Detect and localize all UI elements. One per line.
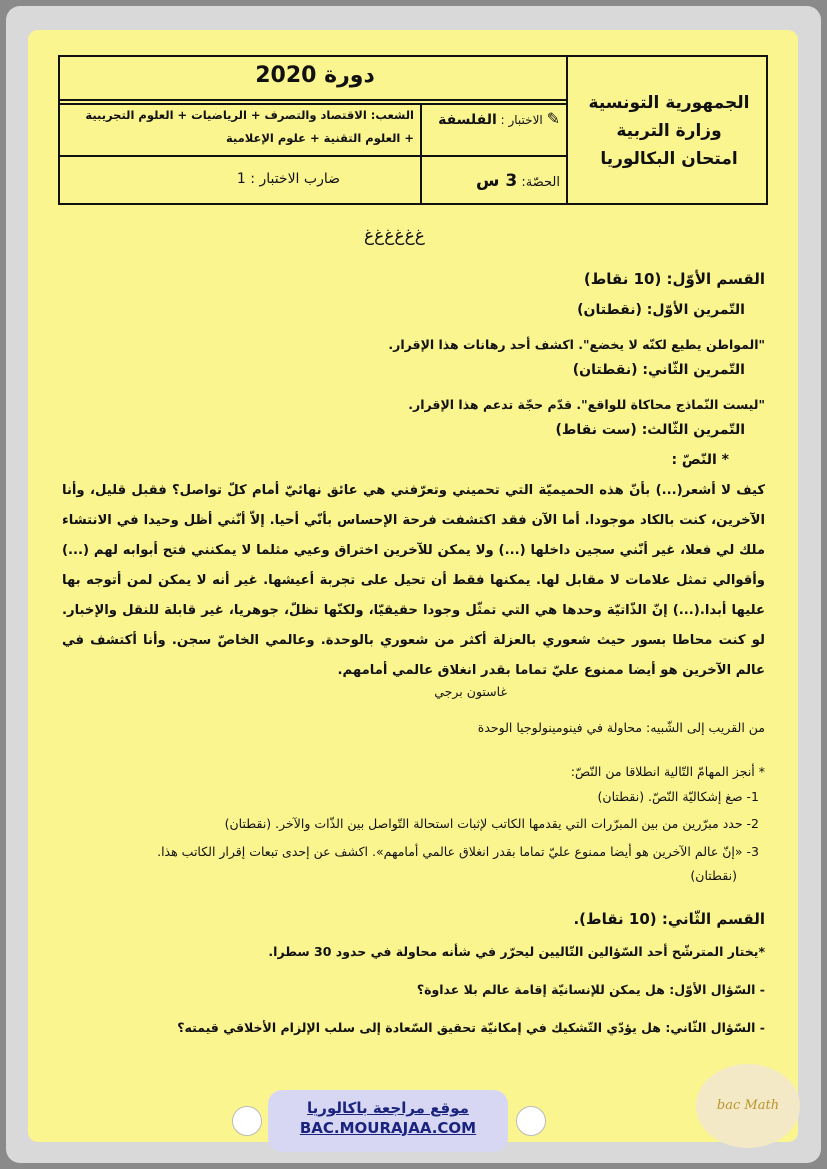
header-row-line <box>60 99 566 101</box>
task-3-points: (نقطتان) <box>690 868 737 883</box>
text-line: الآخرين، كنت بالكاد موجودا. أما الآن فقد اكتشفت فرحة الإحساس بأنّي أحيا. إلاّ أنّني أظل وحيدا في الانتشاء <box>62 513 765 528</box>
subject-label: الاختبار : <box>500 113 543 127</box>
ex2-text: "ليست النّماذج محاكاة للواقع". قدّم حجّة تدعم هذا الإقرار. <box>408 397 765 412</box>
header-row-line <box>60 155 566 157</box>
part2-title: القسم الثّاني: (10 نقاط). <box>573 910 765 928</box>
ex1-title: التّمرين الأوّل: (نقطتان) <box>577 302 745 318</box>
site-name[interactable]: موقع مراجعة باكالوريا <box>307 1099 469 1117</box>
site-url[interactable]: BAC.MOURAJAA.COM <box>299 1119 477 1137</box>
site-banner[interactable] <box>268 1090 508 1152</box>
text-line: عليها أبدا.(...) إنّ الذّاتيّة وحدها هي التي تمثّل وجودا حقيقيّا، ولكنّها تظلّ، جوهريا، غير قابلة للنقل والإخبار. <box>62 603 765 618</box>
text-label: * النّصّ : <box>671 452 729 468</box>
task-1: 1- صغ إشكاليّة النّصّ. (نقطتان) <box>597 789 759 804</box>
text-source: من القريب إلى الشّبيه: محاولة في فينومينولوجيا الوحدة <box>477 720 765 735</box>
text-line: لو كنت محاطا بسور حيث شعوري بالعزلة أكثر من شعوري بالوحدة. وعالمي الخاصّ سجن. وأنا أكتشف في <box>62 633 765 648</box>
part2-intro: *يختار المترشّح أحد السّؤالين التّاليين ليحرّر في شأنه محاولة في حدود 30 سطرا. <box>268 944 765 959</box>
pencil-icon: ✎ <box>546 109 560 128</box>
subject <box>424 109 560 128</box>
exam-session: دورة 2020 <box>255 63 375 88</box>
branches-line1: الشعب: الاقتصاد والتصرف + الرياضيات + العلوم التجريبية <box>85 108 414 122</box>
duration-label: الحصّة: <box>521 175 560 190</box>
header-divider <box>566 57 568 203</box>
subject-value: الفلسفة <box>438 112 497 128</box>
text-line: كيف لا أشعر(...) بأنّ هذه الحميميّة التي تحميني وتعرّفني هي عائق نهائيّ أمام كلّ تواصل؟ فقبل قليل، وأنا <box>62 483 765 498</box>
header-row-line-double <box>60 103 566 105</box>
tasks-intro: * أنجز المهامّ التّالية انطلاقا من النّصّ: <box>570 764 765 779</box>
site-logo-right <box>516 1106 546 1136</box>
header-divider-inner <box>420 105 422 203</box>
coefficient: ضارب الاختبار : 1 <box>236 171 340 187</box>
bac-math-watermark: bac Math <box>696 1064 800 1148</box>
duration-value: 3 س <box>476 171 518 191</box>
task-3: 3- «إنّ عالم الآخرين هو أيضا ممنوع عليّ تماما بقدر انغلاق عالمي أمامهم». اكشف عن إحدى تبعات إقرار الكاتب هذا. <box>157 844 759 859</box>
question-1: - السّؤال الأوّل: هل يمكن للإنسانيّة إقامة عالم بلا عداوة؟ <box>416 982 765 997</box>
ex2-title: التّمرين الثّاني: (نقطتان) <box>572 362 745 378</box>
exam-header-table <box>58 55 768 205</box>
part1-title: القسم الأوّل: (10 نقاط) <box>583 270 765 288</box>
exam-name: امتحان البكالوريا <box>600 149 738 169</box>
ex3-title: التّمرين الثّالث: (ست نقاط) <box>555 422 745 438</box>
philosophy-text <box>62 476 765 686</box>
ex1-text: "المواطن يطيع لكنّه لا يخضع". اكشف أحد رهانات هذا الإقرار. <box>388 337 765 352</box>
site-logo-left <box>232 1106 262 1136</box>
text-author: غاستون برجي <box>434 684 507 699</box>
duration <box>424 171 560 191</box>
text-line: عالم الآخرين هو أيضا ممنوع عليّ تماما بقدر انغلاق عالمي أمامهم. <box>337 663 765 678</box>
text-line: ملك لي فعلا، غير أنّني سجين داخلها (...) ولا يمكن للآخرين اختراق وعيي مثلما لا يمكنني فتح أبوابه لهم (...) <box>62 543 765 558</box>
branches-line2: + العلوم التقنية + علوم الإعلامية <box>225 131 414 145</box>
text-line: وأقوالي تمثل علامات لا مقابل لها. يمكنها فقط أن تحيل على تجربة أعيشها. غير أنه لا يمكن لمن أتوجه بها <box>62 573 765 588</box>
country-name: الجمهورية التونسية <box>588 93 750 113</box>
question-2: - السّؤال الثّاني: هل يؤدّي التّشكيك في إمكانيّة تحقيق السّعادة إلى سلب الإلزام الأخلاقي قيمته؟ <box>177 1020 765 1035</box>
ornament-row: ﻍﻍﻍﻍﻍﻍ <box>364 226 425 246</box>
ministry-name: وزارة التربية <box>616 121 722 141</box>
task-2: 2- حدد مبرّرين من بين المبرّرات التي يقدمها الكاتب لإثبات استحالة التّواصل بين الذّات والآخر. (نقطتان) <box>224 816 759 831</box>
